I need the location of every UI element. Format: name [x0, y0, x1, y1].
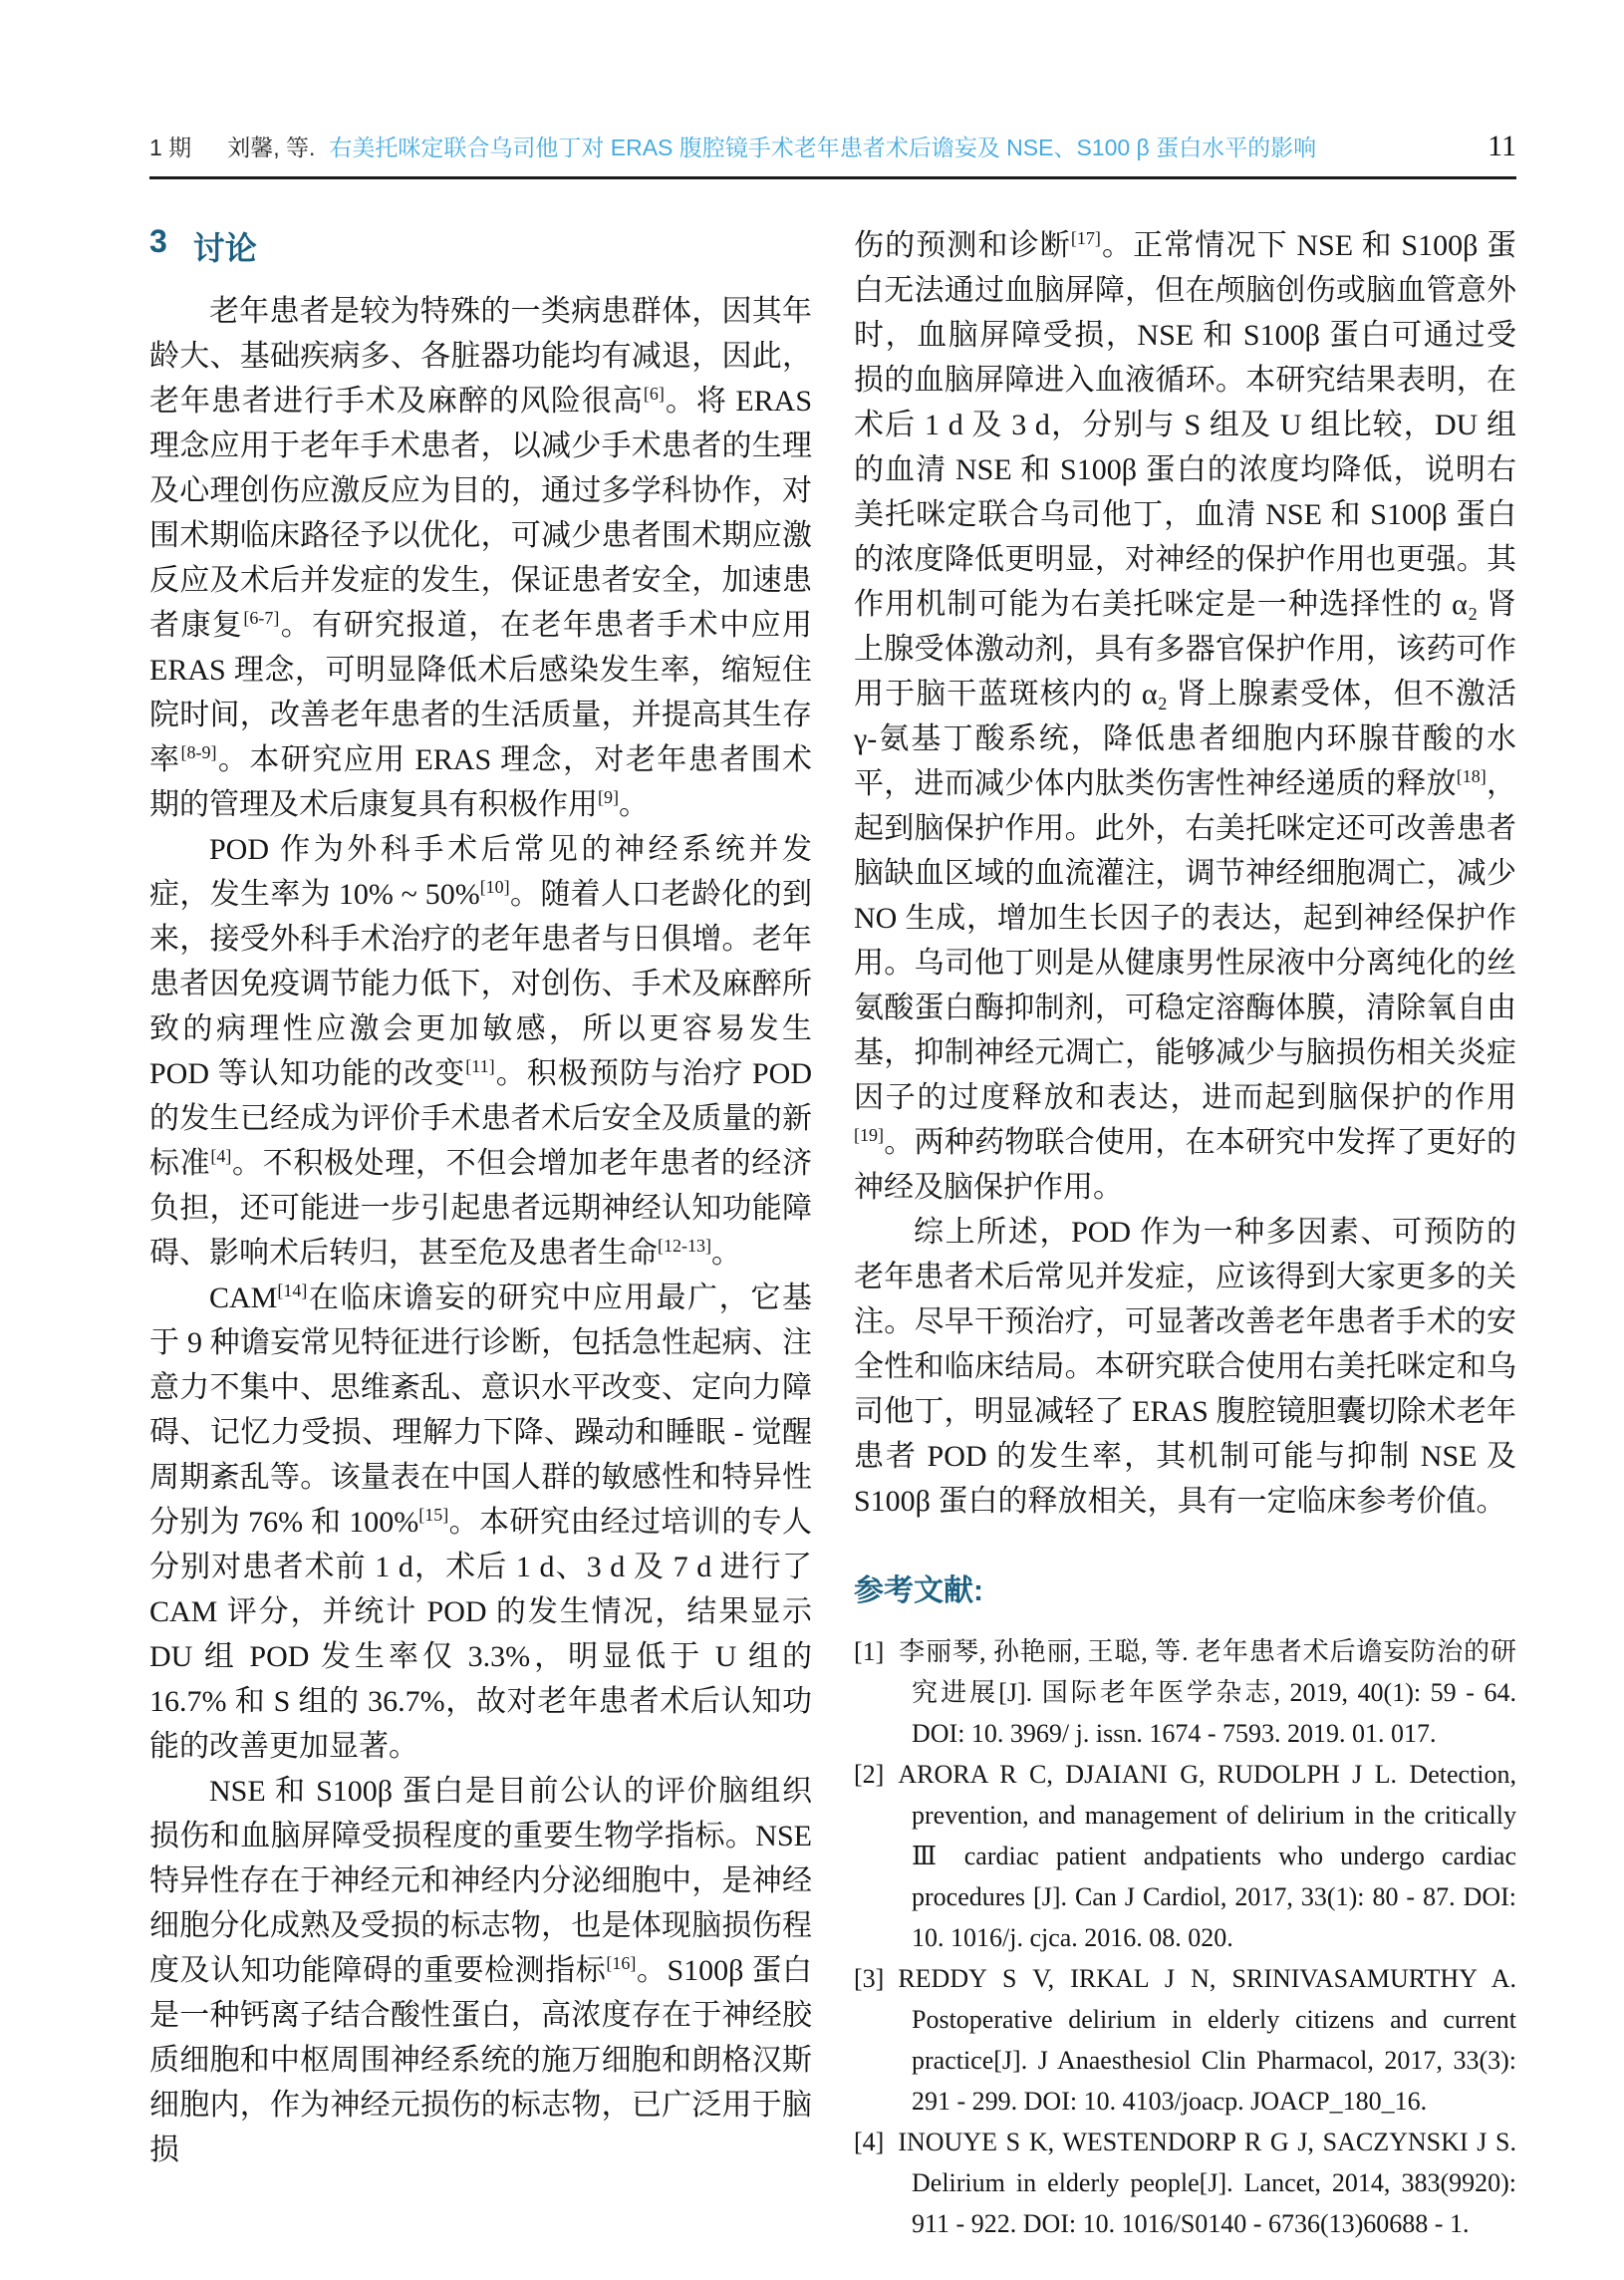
reference-list	[854, 1631, 1516, 2244]
section-heading	[149, 223, 812, 269]
reference-item	[854, 2122, 1516, 2244]
reference-text: ARORA R C, DJAIANI G, RUDOLPH J L. Detection, prevention, and management of delirium in the critically Ⅲ cardiac patient andpatients who undergo cardiac procedures [J]. Can J Cardiol, 2017, 33(1): 80 - 87. DOI: 10. 1016/j. cjca. 2016. 08. 020.	[898, 1760, 1516, 1952]
reference-text: INOUYE S K, WESTENDORP R G J, SACZYNSKI J S. Delirium in elderly people[J]. Lancet, 2014, 383(9920): 911 - 922. DOI: 10. 1016/S0140 - 6736(13)60688 - 1.	[898, 2128, 1516, 2238]
paragraph: 老年患者是较为特殊的一类病患群体，因其年龄大、基础疾病多、各脏器功能均有减退，因此，老年患者进行手术及麻醉的风险很高[6]。将 ERAS 理念应用于老年手术患者，以减少手术患者的生理及心理创伤应激反应为目的，通过多学科协作，对围术期临床路径予以优化，可减少患者围术期应激反应及术后并发症的发生，保证患者安全，加速患者康复[6-7]。有研究报道，在老年患者手术中应用 ERAS 理念，可明显降低术后感染发生率，缩短住院时间，改善老年患者的生活质量，并提高其生存率[8-9]。本研究应用 ERAS 理念，对老年患者围术期的管理及术后康复具有积极作用[9]。	[149, 295, 813, 821]
paragraph: CAM[14]在临床谵妄的研究中应用最广，它基于 9 种谵妄常见特征进行诊断，包括急性起病、注意力不集中、思维紊乱、意识水平改变、定向力障碍、记忆力受损、理解力下降、躁动和睡眠 - 觉醒周期紊乱等。该量表在中国人群的敏感性和特异性分别为 76% 和 100%[15]。本研究由经过培训的专人分别对患者术前 1 d，术后 1 d、3 d 及 7 d 进行了 CAM 评分，并统计 POD 的发生情况，结果显示 DU 组 POD 发生率仅 3.3%，明显低于 U 组的 16.7% 和 S 组的 36.7%，故对老年患者术后认知功能的改善更加显著。	[149, 1281, 812, 1763]
header-rule	[149, 176, 1516, 179]
running-head	[149, 130, 1516, 163]
section-number: 3	[149, 223, 167, 259]
authors-label: 刘馨, 等.	[227, 135, 316, 160]
running-head-left	[149, 130, 1464, 162]
reference-text: 李丽琴, 孙艳丽, 王聪, 等. 老年患者术后谵妄防治的研究进展[J]. 国际老年医学杂志, 2019, 40(1): 59 - 64. DOI: 10. 3969/ j. issn. 1674 - 7593. 2019. 01. 017.	[898, 1637, 1516, 1748]
right-column	[854, 223, 1516, 2244]
reference-number: [2]	[854, 1760, 885, 1789]
page-number: 11	[1488, 130, 1516, 162]
reference-item	[854, 1958, 1516, 2122]
left-column	[149, 223, 812, 2244]
section-title: 讨论	[192, 230, 257, 266]
issue-label: 1 期	[149, 135, 192, 160]
paragraph: POD 作为外科手术后常见的神经系统并发症，发生率为 10% ~ 50%[10]。随着人口老龄化的到来，接受外科手术治疗的老年患者与日俱增。老年患者因免疫调节能力低下，对创伤、手术及麻醉所致的病理性应激会更加敏感，所以更容易发生 POD 等认知功能的改变[11]。积极预防与治疗 POD 的发生已经成为评价手术患者术后安全及质量的新标准[4]。不积极处理，不但会增加老年患者的经济负担，还可能进一步引起患者远期神经认知功能障碍、影响术后转归，甚至危及患者生命[12-13]。	[149, 833, 813, 1270]
reference-item	[854, 1631, 1516, 1754]
running-title: 右美托咪定联合乌司他丁对 ERAS 腹腔镜手术老年患者术后谵妄及 NSE、S100 β 蛋白水平的影响	[329, 135, 1317, 160]
paragraph: NSE 和 S100β 蛋白是目前公认的评价脑组织损伤和血脑屏障受损程度的重要生物学指标。NSE 特异性存在于神经元和神经内分泌细胞中，是神经细胞分化成熟及受损的标志物，也是体现脑损伤程度及认知功能障碍的重要检测指标[16]。S100β 蛋白是一种钙离子结合酸性蛋白，高浓度存在于神经胶质细胞和中枢周围神经系统的施万细胞和朗格汉斯细胞内，作为神经元损伤的标志物，已广泛用于脑损	[149, 1775, 812, 2166]
reference-number: [1]	[854, 1637, 885, 1666]
references-heading: 参考文献:	[854, 1574, 983, 1607]
paragraph: 伤的预测和诊断[17]。正常情况下 NSE 和 S100β 蛋白无法通过血脑屏障，但在颅脑创伤或脑血管意外时，血脑屏障受损，NSE 和 S100β 蛋白可通过受损的血脑屏障进入血液循环。本研究结果表明，在术后 1 d 及 3 d，分别与 S 组及 U 组比较，DU 组的血清 NSE 和 S100β 蛋白的浓度均降低，说明右美托咪定联合乌司他丁，血清 NSE 和 S100β 蛋白的浓度降低更明显，对神经的保护作用也更强。其作用机制可能为右美托咪定是一种选择性的 α₂ 肾上腺受体激动剂，具有多器官保护作用，该药可作用于脑干蓝斑核内的 α₂ 肾上腺素受体，但不激活 γ-氨基丁酸系统，降低患者细胞内环腺苷酸的水平，进而减少体内肽类伤害性神经递质的释放[18]，起到脑保护作用。此外，右美托咪定还可改善患者脑缺血区域的血流灌注，调节神经细胞凋亡，减少 NO 生成，增加生长因子的表达，起到神经保护作用。乌司他丁则是从健康男性尿液中分离纯化的丝氨酸蛋白酶抑制剂，可稳定溶酶体膜，清除氧自由基，抑制神经元凋亡，能够减少与脑损伤相关炎症因子的过度释放和表达，进而起到脑保护的作用[19]。两种药物联合使用，在本研究中发挥了更好的神经及脑保护作用。	[854, 228, 1517, 1204]
paragraph: 综上所述，POD 作为一种多因素、可预防的老年患者术后常见并发症，应该得到大家更多的关注。尽早干预治疗，可显著改善老年患者手术的安全性和临床结局。本研究联合使用右美托咪定和乌司他丁，明显减轻了 ERAS 腹腔镜胆囊切除术老年患者 POD 的发生率，其机制可能与抑制 NSE 及 S100β 蛋白的释放相关，具有一定临床参考价值。	[854, 1216, 1516, 1518]
reference-item	[854, 1754, 1516, 1958]
reference-number: [3]	[854, 1964, 885, 1993]
content-columns	[149, 223, 1516, 2244]
reference-text: REDDY S V, IRKAL J N, SRINIVASAMURTHY A. Postoperative delirium in elderly citizens and current practice[J]. J Anaesthesiol Clin Pharmacol, 2017, 33(3): 291 - 299. DOI: 10. 4103/joacp. JOACP_180_16.	[898, 1964, 1516, 2116]
reference-number: [4]	[854, 2128, 885, 2156]
